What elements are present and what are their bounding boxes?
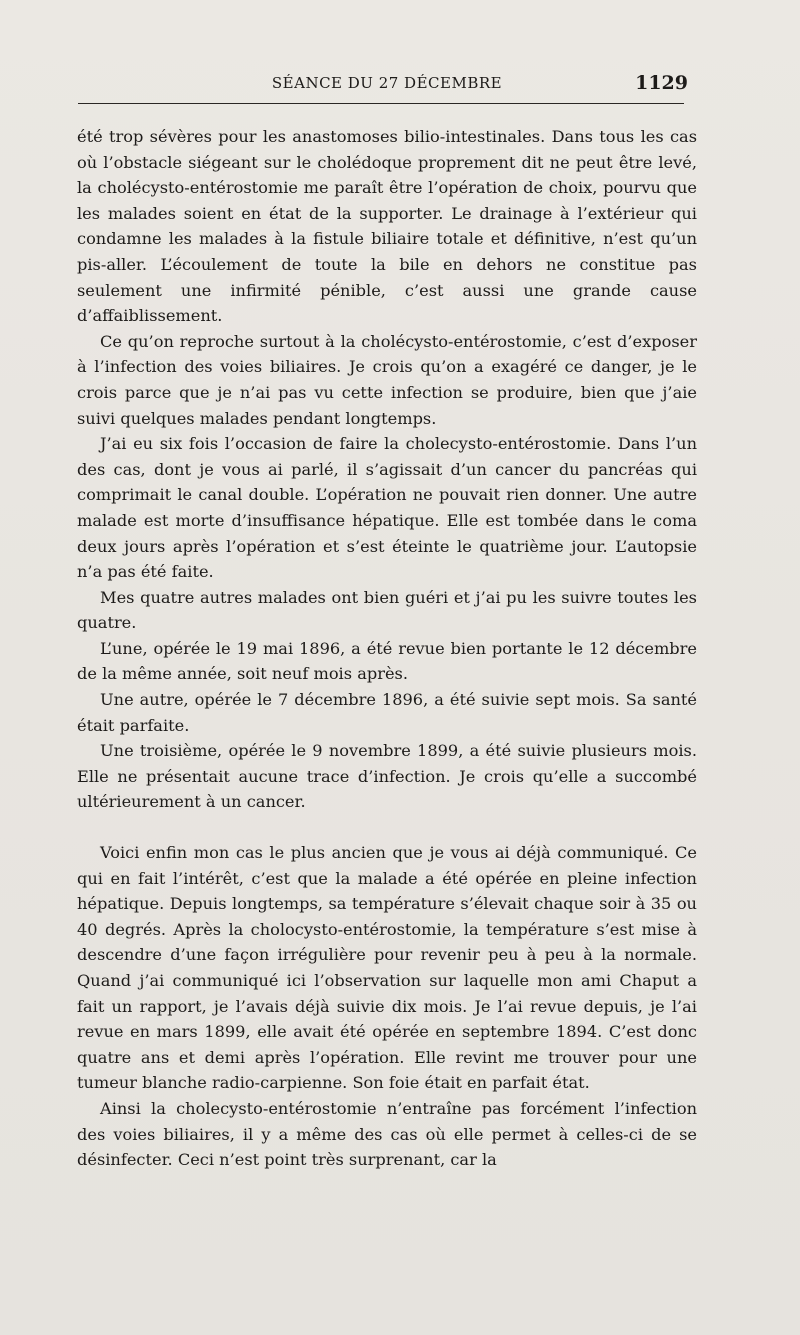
paragraph: Une troisième, opérée le 9 novembre 1899, a été suivie plusieurs mois. Elle ne présentait aucune trace d’infection. Je crois qu’elle a succombé ultérieurement à un cancer.	[77, 741, 697, 812]
paragraph: Ce qu’on reproche surtout à la cholécysto-entérostomie, c’est d’exposer à l’infection des voies biliaires. Je crois qu’on a exagéré ce danger, je le crois parce que je n’ai pas vu cette infection se produire, bien que j’aie suivi quelques malades pendant longtemps.	[77, 331, 697, 428]
paragraph: Ainsi la cholecysto-entérostomie n’entraîne pas forcément l’infection des voies biliaires, il y a même des cas où elle permet à celles-ci de se désinfecter. Ceci n’est point très surprenant, car la	[77, 1098, 697, 1170]
paragraph: Voici enfin mon cas le plus ancien que je vous ai déjà communiqué. Ce qui en fait l’intérêt, c’est que la malade a été opérée en pleine infection hépatique. Depuis longtemps, sa température s’élevait chaque soir à 35 ou 40 degrés. Après la cholocysto-entérostomie, la température s’est mise à descendre d’une façon irrégulière pour revenir peu à peu à la normale. Quand j’ai communiqué ici l’observation sur laquelle mon ami Chaput a fait un rapport, je l’avais déjà suivie dix mois. Je l’ai revue depuis, je l’ai revue en mars 1899, elle avait été opérée en septembre 1894. C’est donc quatre ans et demi après l’opération. Elle revint me trouver pour une tumeur blanche radio-carpienne. Son foie était en parfait état.	[77, 843, 697, 1093]
paragraph: Mes quatre autres malades ont bien guéri et j’ai pu les suivre toutes les quatre.	[77, 587, 697, 633]
paragraph: Une autre, opérée le 7 décembre 1896, a été suivie sept mois. Sa santé était parfaite.	[77, 690, 697, 735]
section-gap	[77, 815, 697, 840]
running-title: SÉANCE DU 27 DÉCEMBRE	[271, 74, 503, 92]
header-divider	[78, 103, 684, 104]
paragraph: L’une, opérée le 19 mai 1896, a été revue bien portante le 12 décembre de la même année, soit neuf mois après.	[77, 638, 697, 684]
page-header	[78, 70, 696, 98]
paragraph: J’ai eu six fois l’occasion de faire la cholecysto-entérostomie. Dans l’un des cas, dont je vous ai parlé, il s’agissait d’un cancer du pancréas qui comprimait le canal double. L’opération ne pouvait rien donner. Une autre malade est morte d’insuffisance hépatique. Elle est tombée dans le coma deux jours après l’opération et s’est éteinte le quatrième jour. L’autopsie n’a pas été faite.	[77, 434, 697, 582]
paragraph: été trop sévères pour les anastomoses bilio-intestinales. Dans tous les cas où l’obstacle siégeant sur le cholédoque proprement dit ne peut être levé, la cholécysto-entérostomie me paraît être l’opération de choix, pourvu que les malades soient en état de la supporter. Le drainage à l’extérieur qui condamne les malades à la fistule biliaire totale et définitive, n’est qu’un pis-aller. L’écoulement de toute la bile en dehors ne constitue pas seulement une infirmité pénible, c’est aussi une grande cause d’affaiblissement.	[77, 127, 697, 326]
page-number: 1129	[635, 72, 688, 94]
body-text	[77, 124, 697, 1173]
